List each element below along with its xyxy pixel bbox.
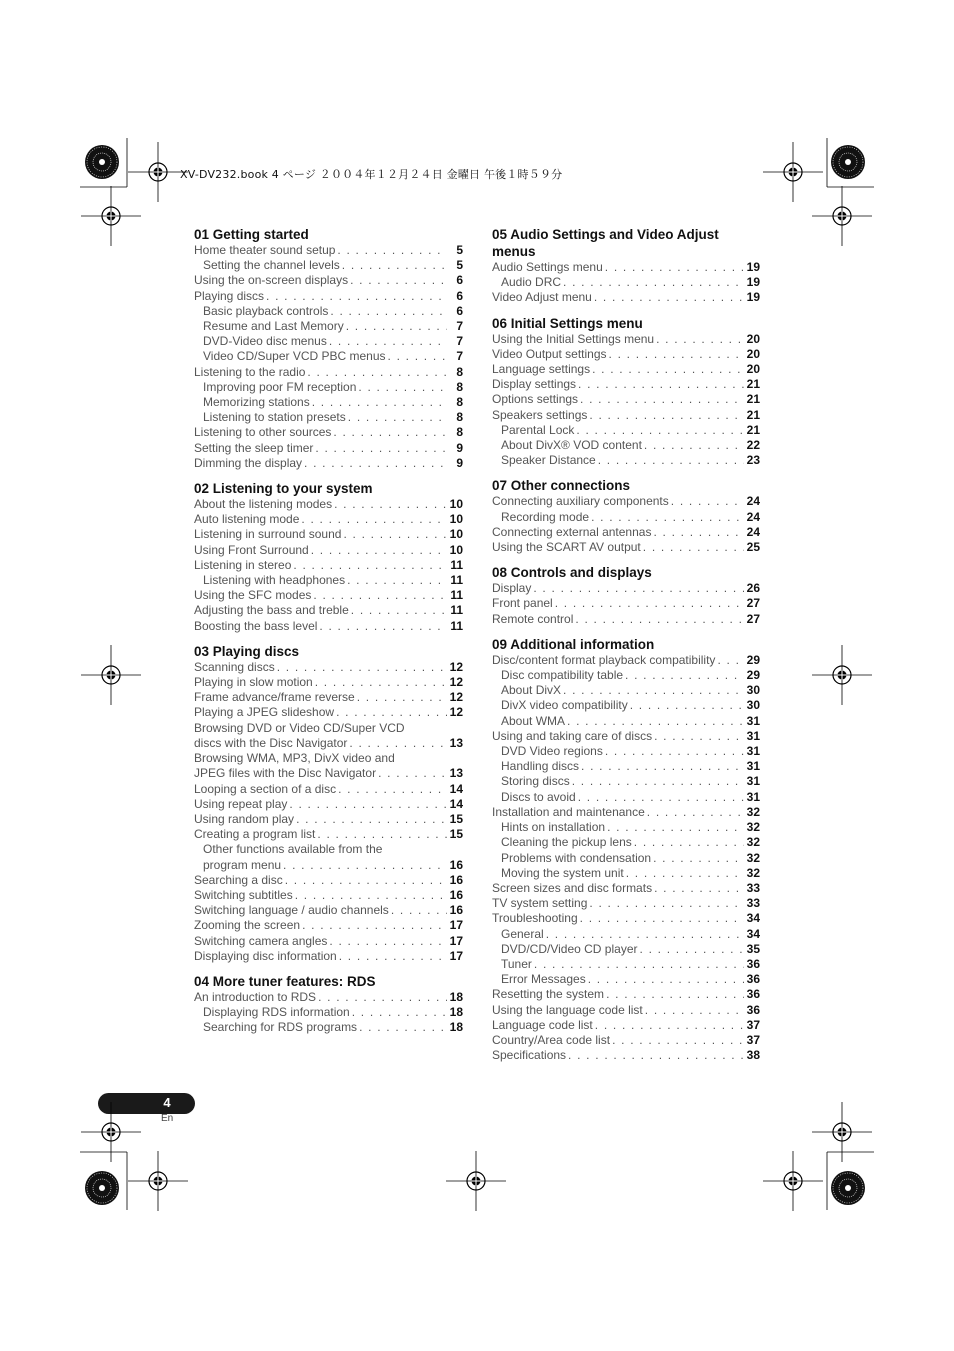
toc-entry-page: 7 (456, 319, 463, 334)
toc-entry-title: Searching a disc (194, 872, 283, 887)
toc-entry-page: 9 (456, 455, 463, 470)
toc-entry-title: Creating a program list (194, 827, 316, 842)
toc-entry-page: 35 (746, 941, 760, 956)
toc-entry-page: 20 (746, 362, 760, 377)
toc-entry-page: 36 (746, 987, 760, 1002)
toc-entry-title: Improving poor FM reception (203, 379, 357, 394)
toc-entry-page: 27 (746, 596, 760, 611)
toc-entry-title: program menu (203, 857, 282, 872)
toc-entry-title: About the listening modes (194, 497, 333, 512)
toc-entry-title: Displaying RDS information (203, 1005, 350, 1020)
toc-entry-page: 8 (456, 410, 463, 425)
toc-entry-page: 37 (746, 1032, 760, 1047)
header-line: XV-DV232.book 4 ページ ２００４年１２月２４日 金曜日 午後１時５９分 (180, 168, 563, 181)
toc-entry-page: 27 (746, 611, 760, 626)
toc-entry-title: Browsing WMA, MP3, DivX video and (194, 751, 395, 766)
toc-entry-title: Recording mode (501, 509, 590, 524)
toc-entry-title: Playing in slow motion (194, 675, 313, 690)
toc-entry-title: Adjusting the bass and treble (194, 603, 349, 618)
toc-entry-title: DVD Video regions (501, 744, 603, 759)
toc-entry-title: Using the Initial Settings menu (492, 331, 655, 346)
toc-entry-page: 21 (746, 377, 760, 392)
toc-entry-title: Specifications (492, 1048, 567, 1063)
toc-entry-page: 10 (449, 512, 463, 527)
toc-entry-page: 18 (449, 989, 463, 1004)
toc-entry-title: Connecting auxiliary components (492, 494, 669, 509)
toc-entry-page: 22 (746, 438, 760, 453)
toc-entry-page: 17 (449, 933, 463, 948)
toc-entry-title: Listening in surround sound (194, 527, 342, 542)
toc-entry-page: 7 (456, 334, 463, 349)
toc-entry-title: About WMA (501, 713, 566, 728)
toc-entry-title: DivX video compatibility (501, 698, 628, 713)
toc-entry-title: Resume and Last Memory (203, 319, 344, 334)
toc-entry-title: Listening with headphones (203, 573, 346, 588)
toc-entry-title: Problems with condensation (501, 850, 652, 865)
toc-entry-page: 16 (449, 903, 463, 918)
toc-entry-page: 6 (456, 303, 463, 318)
toc-entry-title: Remote control (492, 611, 574, 626)
toc-entry-page: 23 (746, 453, 760, 468)
toc-entry-title: An introduction to RDS (194, 989, 317, 1004)
toc-entry-page: 16 (449, 872, 463, 887)
toc-entry-page: 13 (449, 735, 463, 750)
toc-entry-title: Speaker Distance (501, 453, 596, 468)
toc-entry-page: 11 (450, 573, 463, 588)
toc-entry-title: Error Messages (501, 972, 586, 987)
toc-entry-page: 12 (449, 705, 463, 720)
toc-entry-title: DVD/CD/Video CD player (501, 941, 638, 956)
toc-entry-page: 36 (746, 956, 760, 971)
toc-entry-page: 11 (450, 603, 463, 618)
toc-entry-page: 12 (449, 659, 463, 674)
toc-entry-page: 8 (456, 425, 463, 440)
toc-entry-title: Dimming the display (194, 455, 303, 470)
toc-entry-title: Display (492, 581, 532, 596)
toc-entry-page: 32 (746, 865, 760, 880)
toc-entry-title: Disc/content format playback compatibility (492, 652, 716, 667)
toc-entry-title: Switching camera angles (194, 933, 328, 948)
toc-entry-page: 25 (746, 540, 760, 555)
toc-entry-title: Using random play (194, 811, 295, 826)
section-title: 01 Getting started (194, 227, 309, 242)
toc-entry-title: Country/Area code list (492, 1032, 611, 1047)
toc-entry-page: 32 (746, 835, 760, 850)
toc-entry-title: Audio DRC (501, 275, 562, 290)
toc-entry-page: 15 (449, 811, 463, 826)
toc-entry-page: 34 (746, 911, 760, 926)
toc-entry-page: 19 (746, 260, 760, 274)
toc-entry-page: 13 (449, 766, 463, 781)
toc-entry-title: Boosting the bass level (194, 618, 318, 633)
toc-entry-page: 24 (746, 509, 760, 524)
toc-entry-title: JPEG files with the Disc Navigator (194, 766, 377, 781)
toc-entry-page: 11 (450, 618, 463, 633)
toc-entry-title: Using the SCART AV output (492, 540, 641, 555)
toc-entry-page: 5 (456, 243, 463, 257)
toc-entry-page: 29 (746, 668, 760, 683)
toc-entry-page: 18 (449, 1005, 463, 1020)
toc-entry-page: 8 (456, 395, 463, 410)
section-title: 09 Additional information (492, 636, 655, 652)
toc-entry-title: Options settings (492, 392, 579, 407)
toc-entry-title: Listening to the radio (194, 364, 306, 379)
toc-entry-page: 16 (449, 887, 463, 902)
toc-entry-page: 32 (746, 820, 760, 835)
toc-entry-page: 31 (746, 728, 760, 743)
toc-entry-title: Disc compatibility table (501, 668, 624, 683)
toc-entry-page: 16 (449, 857, 463, 872)
toc-entry-title: Listening to station presets (203, 410, 346, 425)
toc-entry-page: 7 (456, 349, 463, 364)
toc-entry-title: Looping a section of a disc (194, 781, 337, 796)
toc-entry-title: Troubleshooting (492, 911, 578, 926)
toc-entry-title: About DivX® VOD content (501, 438, 642, 453)
toc-entry-page: 11 (450, 588, 463, 603)
toc-entry-title: Using the on-screen displays (194, 273, 349, 288)
toc-entry-title: Screen sizes and disc formats (492, 880, 653, 895)
toc-entry-page: 10 (449, 527, 463, 542)
toc-entry-page: 26 (746, 581, 760, 596)
toc-entry-title: Display settings (492, 377, 577, 392)
toc-entry-title: General (501, 926, 544, 941)
toc-entry-page: 20 (746, 331, 760, 346)
toc-entry-title: Displaying disc information (194, 948, 337, 963)
toc-entry-title: Video CD/Super VCD PBC menus (203, 349, 386, 364)
toc-entry-page: 38 (746, 1048, 760, 1063)
toc-entry-title: Installation and maintenance (492, 804, 645, 819)
toc-entry-title: Switching language / audio channels (194, 903, 389, 918)
toc-entry-page: 9 (456, 440, 463, 455)
toc-entry-page: 18 (449, 1020, 463, 1035)
toc-entry-page: 10 (449, 542, 463, 557)
section-title: 02 Listening to your system (194, 481, 373, 497)
toc-entry-title: Memorizing stations (203, 395, 310, 410)
toc-entry-page: 14 (449, 781, 463, 796)
toc-entry-title: Other functions available from the (203, 842, 383, 857)
toc-entry-page: 6 (456, 273, 463, 288)
toc-entry-title: Browsing DVD or Video CD/Super VCD (194, 720, 405, 735)
section-title: 08 Controls and displays (492, 565, 652, 581)
toc-entry-title: Audio Settings menu (492, 260, 603, 274)
toc-entry-page: 31 (746, 713, 760, 728)
toc-entry-title: Discs to avoid (501, 789, 576, 804)
toc-entry-title: Moving the system unit (501, 865, 624, 880)
toc-entry-page: 17 (449, 918, 463, 933)
toc-entry-title: Frame advance/frame reverse (194, 690, 355, 705)
toc-entry-page: 12 (449, 675, 463, 690)
toc-entry-title: Listening to other sources (194, 425, 332, 440)
toc-entry-page: 37 (746, 1017, 760, 1032)
toc-entry-page: 6 (456, 288, 463, 303)
toc-entry-page: 19 (746, 275, 760, 290)
toc-entry-page: 34 (746, 926, 760, 941)
toc-entry-page: 32 (746, 804, 760, 819)
toc-entry-title: Searching for RDS programs (203, 1020, 358, 1035)
toc-entry-page: 30 (746, 698, 760, 713)
toc-entry-title: Playing a JPEG slideshow (194, 705, 335, 720)
toc-entry-page: 24 (746, 494, 760, 509)
toc-entry-page: 19 (746, 290, 760, 305)
toc-entry-title: Tuner (501, 956, 532, 971)
toc-entry-title: Resetting the system (492, 987, 605, 1002)
toc-entry-page: 29 (746, 652, 760, 667)
toc-entry-title: Using repeat play (194, 796, 288, 811)
toc-entry-title: Video Output settings (492, 346, 607, 361)
toc-entry-title: Auto listening mode (194, 512, 300, 527)
toc-entry-title: Connecting external antennas (492, 524, 652, 539)
section-title: 06 Initial Settings menu (492, 315, 643, 331)
toc-entry-title: Scanning discs (194, 659, 275, 674)
toc-entry-page: 32 (746, 850, 760, 865)
toc-entry-title: Setting the sleep timer (194, 440, 314, 455)
toc-entry-page: 17 (449, 948, 463, 963)
toc-entry-title: discs with the Disc Navigator (194, 735, 348, 750)
toc-entry-title: Front panel (492, 596, 553, 611)
toc-entry-page: 36 (746, 972, 760, 987)
toc-entry-page: 31 (746, 774, 760, 789)
toc-entry-title: Using the SFC modes (194, 588, 312, 603)
toc-entry-page: 33 (746, 880, 760, 895)
toc-entry-page: 21 (746, 422, 760, 437)
toc-entry-title: Speakers settings (492, 407, 588, 422)
toc-entry-page: 36 (746, 1002, 760, 1017)
toc-entry-page: 14 (449, 796, 463, 811)
toc-entry-page: 11 (450, 557, 463, 572)
toc-entry-title: Setting the channel levels (203, 258, 340, 273)
page-language: En (161, 1113, 174, 1124)
toc-entry-title: Using and taking care of discs (492, 728, 653, 743)
toc-entry-page: 15 (449, 827, 463, 842)
toc-entry-page: 24 (746, 524, 760, 539)
toc-entry-title: Cleaning the pickup lens (501, 835, 632, 850)
toc-entry-title: Home theater sound setup (194, 243, 336, 257)
section-title: 04 More tuner features: RDS (194, 973, 376, 989)
toc-entry-title: DVD-Video disc menus (203, 334, 327, 349)
toc-entry-page: 8 (456, 379, 463, 394)
toc-entry-page: 31 (746, 744, 760, 759)
toc-entry-page: 5 (456, 258, 463, 273)
toc-entry-page: 12 (449, 690, 463, 705)
toc-entry-page: 10 (449, 497, 463, 512)
section-title: 05 Audio Settings and Video Adjust menus (492, 227, 719, 259)
toc-entry-title: Zooming the screen (194, 918, 301, 933)
toc-entry-title: Parental Lock (501, 422, 575, 437)
section-title: 03 Playing discs (194, 643, 300, 659)
toc-entry-page: 8 (456, 364, 463, 379)
toc-entry-page: 33 (746, 896, 760, 911)
toc-entry-title: About DivX (501, 683, 562, 698)
toc-entry-title: Video Adjust menu (492, 290, 592, 305)
toc-entry-title: Hints on installation (501, 820, 606, 835)
toc-entry-title: Storing discs (501, 774, 570, 789)
toc-entry-title: TV system setting (492, 896, 588, 911)
toc-entry-title: Playing discs (194, 288, 265, 303)
section-title: 07 Other connections (492, 478, 631, 494)
toc-entry-title: Handling discs (501, 759, 580, 774)
toc-entry-page: 31 (746, 789, 760, 804)
toc-entry-title: Using the language code list (492, 1002, 643, 1017)
toc-entry-page: 20 (746, 346, 760, 361)
toc-entry-page: 21 (746, 392, 760, 407)
toc-entry-title: Language settings (492, 362, 591, 377)
toc-entry-page: 30 (746, 683, 760, 698)
toc-entry-page: 21 (746, 407, 760, 422)
toc-entry-title: Basic playback controls (203, 303, 329, 318)
toc-entry-title: Using Front Surround (194, 542, 309, 557)
toc-entry-title: Listening in stereo (194, 557, 292, 572)
toc-entry-page: 31 (746, 759, 760, 774)
page-number: 4 (163, 1095, 171, 1110)
toc-entry-title: Switching subtitles (194, 887, 293, 902)
toc-entry-title: Language code list (492, 1017, 593, 1032)
